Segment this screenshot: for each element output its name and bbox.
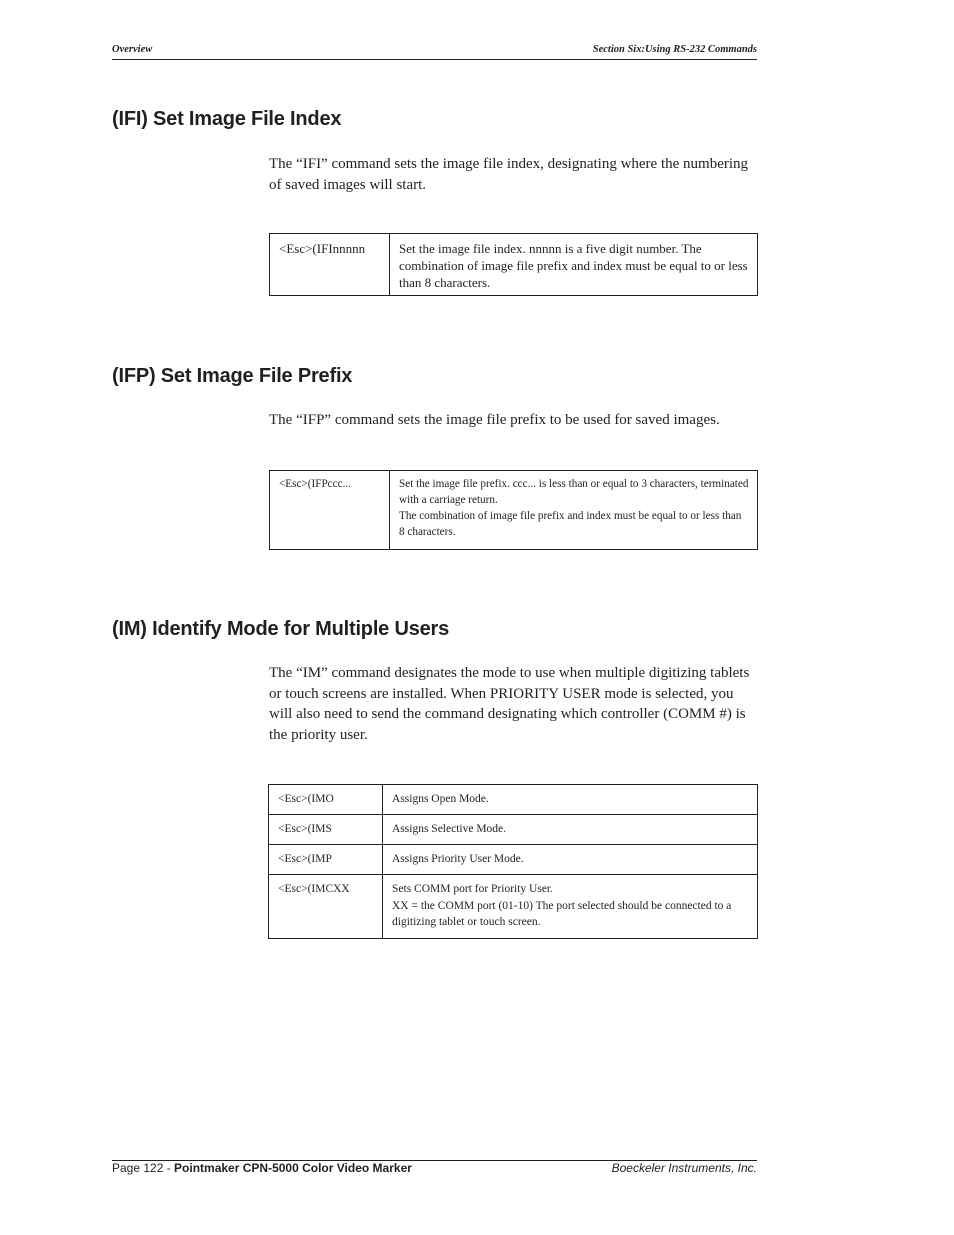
page-header bbox=[112, 43, 757, 60]
command-cell: <Esc>(IMO bbox=[269, 785, 383, 815]
footer-product-name: Pointmaker CPN-5000 Color Video Marker bbox=[174, 1161, 412, 1175]
command-cell: <Esc>(IFInnnnn bbox=[270, 234, 390, 296]
table-row bbox=[269, 875, 758, 939]
footer-page-info bbox=[112, 1161, 412, 1175]
section-title-ifp: (IFP) Set Image File Prefix bbox=[112, 365, 353, 387]
description-cell: Set the image file prefix. ccc... is less than or equal to 3 characters, terminated with a carriage return. The combination of image file prefix and index must be equal to or less than 8 characters. bbox=[390, 471, 758, 550]
section-body-ifi: The “IFI” command sets the image file index, designating where the numbering of saved images will start. bbox=[269, 156, 749, 193]
description-cell: Assigns Priority User Mode. bbox=[383, 845, 758, 875]
table-row bbox=[270, 234, 758, 296]
header-chapter-label: Section Six:Using RS-232 Commands bbox=[592, 44, 757, 55]
description-cell: Assigns Open Mode. bbox=[383, 785, 758, 815]
command-table-ifi bbox=[269, 233, 758, 296]
table-row bbox=[269, 815, 758, 845]
table-row bbox=[269, 785, 758, 815]
description-cell: Assigns Selective Mode. bbox=[383, 815, 758, 845]
page-footer bbox=[112, 1160, 757, 1179]
table-row bbox=[269, 845, 758, 875]
command-cell: <Esc>(IMP bbox=[269, 845, 383, 875]
command-table-im bbox=[268, 784, 758, 939]
command-table-ifp bbox=[269, 470, 758, 550]
section-body-ifp: The “IFP” command sets the image file prefix to be used for saved images. bbox=[269, 412, 720, 428]
description-cell: Sets COMM port for Priority User. XX = the COMM port (01-10) The port selected should be connected to a digitizing tablet or touch screen. bbox=[383, 875, 758, 939]
footer-page-number: Page 122 - bbox=[112, 1161, 175, 1175]
command-cell: <Esc>(IFPccc... bbox=[270, 471, 390, 550]
section-title-ifi: (IFI) Set Image File Index bbox=[112, 108, 342, 130]
header-section-label: Overview bbox=[112, 44, 153, 55]
description-cell: Set the image file index. nnnnn is a five digit number. The combination of image file prefix and index must be equal to or less than 8 characters. bbox=[390, 234, 758, 296]
section-body-im: The “IM” command designates the mode to use when multiple digitizing tablets or touch screens are installed. When PRIORITY USER mode is selected, you will also need to send the command designating which controller (COMM #) is the priority user. bbox=[269, 665, 750, 743]
command-cell: <Esc>(IMS bbox=[269, 815, 383, 845]
table-row bbox=[270, 471, 758, 550]
command-cell: <Esc>(IMCXX bbox=[269, 875, 383, 939]
footer-company: Boeckeler Instruments, Inc. bbox=[611, 1161, 757, 1175]
section-title-im: (IM) Identify Mode for Multiple Users bbox=[112, 618, 450, 640]
